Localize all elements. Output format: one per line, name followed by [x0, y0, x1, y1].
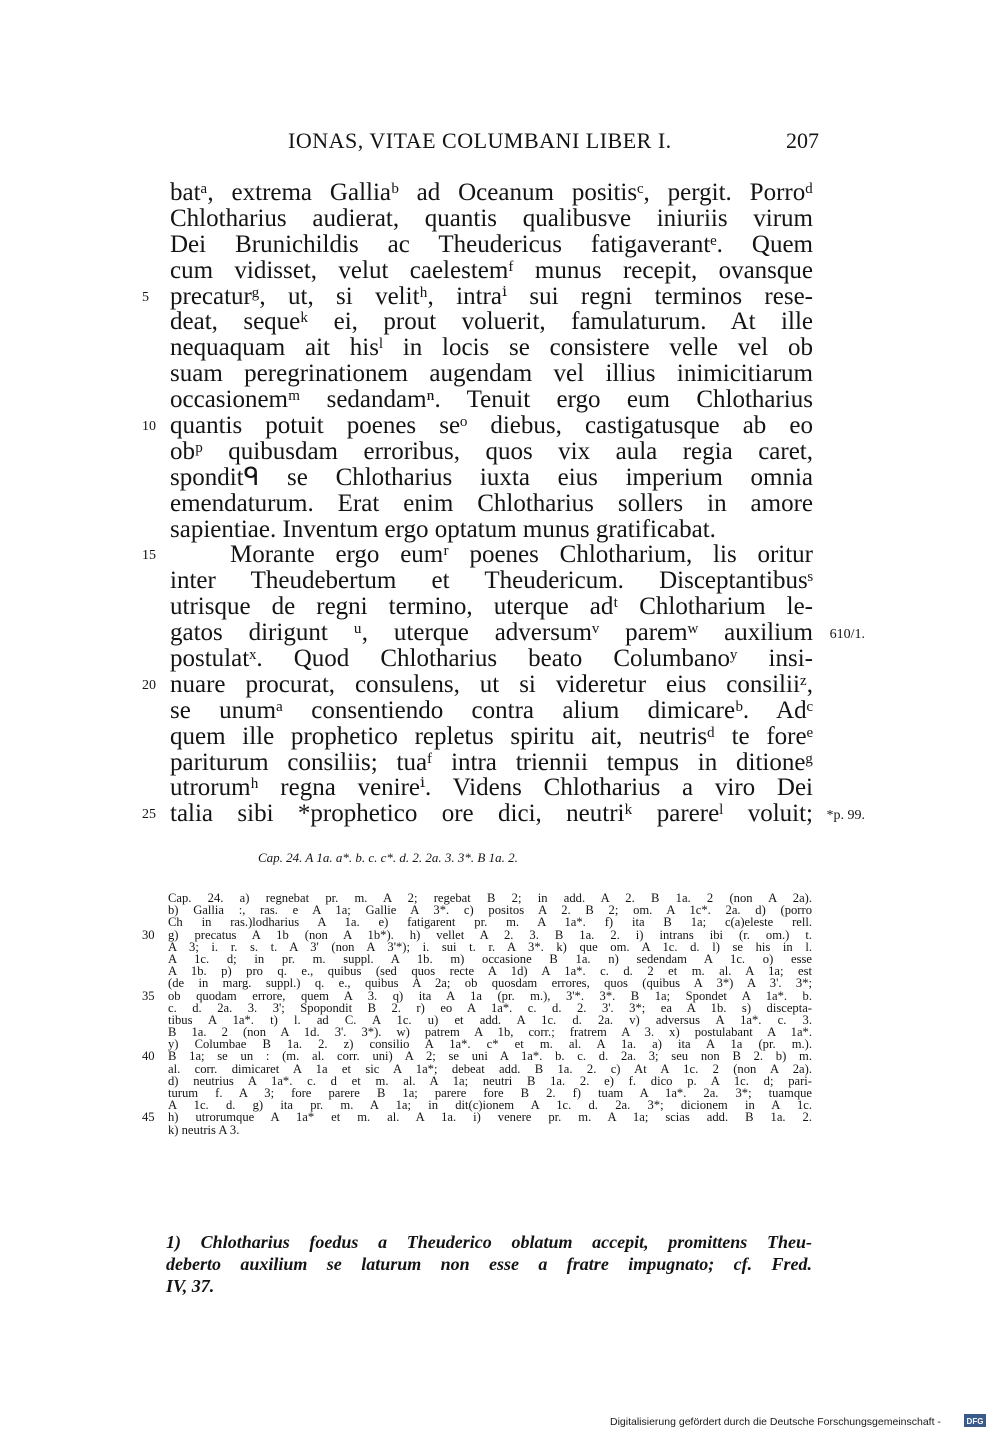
text-line-text: Morante ergo eumʳ poenes Chlotharium, lis oritur — [230, 541, 813, 569]
main-text — [142, 179, 865, 828]
text-line — [170, 750, 813, 776]
apparatus-line-text: al. corr. dimicaret A 1a et sic A 1a*; debeat add. B 1a. 2. c) At A 1c. 2 (non A 2a). — [168, 1061, 812, 1076]
apparatus-line-text: A 1b. p) pro q. e., quibus (sed quos recte A 1d) A 1a*. c. d. 2 et m. al. A 1a; est — [168, 964, 812, 979]
apparatus-line-text: (de in marg. suppl.) q. e., quibus A 2a; ob quosdam errores, quos (quibus A 3*) A 3'. 3*; — [168, 976, 812, 991]
text-line — [170, 180, 813, 206]
text-line-text: occasionemᵐ sedandamⁿ. Tenuit ergo eum Chlotharius — [170, 386, 813, 414]
footnote-line — [166, 1275, 812, 1297]
text-line-text: emendaturum. Erat enim Chlotharius sollers in amore — [170, 489, 813, 517]
apparatus-line — [168, 1124, 812, 1136]
apparatus-line-text: b) Gallia :, ras. e A 1a; Gallie A 3*. c) positos A 2. B 2; om. A 1c*. 2a. d) (porro — [168, 903, 812, 918]
apparatus-line-text: B 1a. 2 (non A 1d. 3'. 3*). w) patrem A 1b, corr.; fratrem A 3. x) postulabant A 1a*. — [168, 1025, 812, 1040]
text-line-text: deat, sequeᵏ ei, prout voluerit, famulaturum. At ille — [170, 308, 813, 336]
text-line — [142, 800, 865, 828]
apparatus-line-text: d) neutrius A 1a*. c. d et m. al. A 1a; neutri B 1a. 2. e) f. dico p. A 1c. d; pari- — [168, 1073, 812, 1088]
text-line-text: quantis potuit poenes seᵒ diebus, castigatusque ab eo — [170, 412, 813, 440]
text-line-text: suam peregrinationem augendam vel illius inimicitiarum — [170, 360, 813, 388]
text-line-text: pariturum consiliis; tuaᶠ intra triennii tempus in ditioneᵍ — [170, 748, 813, 776]
text-line-text: precaturᵍ, ut, si velitʰ, intraⁱ sui regni terminos rese- — [170, 282, 813, 310]
text-line — [142, 670, 813, 698]
line-number: 15 — [142, 548, 156, 564]
line-number: 5 — [142, 289, 149, 305]
line-number: 30 — [142, 927, 155, 942]
apparatus-line-text: tibus A 1a*. t) l. ad C. A 1c. u) et add. A 1c. d. 2a. v) adversus A 1a*. c. 3. — [168, 1012, 812, 1027]
text-line-text: obᵖ quibusdam erroribus, quos vix aula regia caret, — [170, 437, 813, 465]
text-line-text: utrisque de regni termino, uterque adᵗ Chlotharium le- — [170, 593, 813, 621]
text-line-text: talia sibi *prophetico ore dici, neutriᵏ parereˡ voluit; — [170, 800, 813, 828]
text-line — [170, 698, 813, 724]
footnote-line — [166, 1253, 812, 1275]
text-line-text: Chlotharius audierat, quantis qualibusve iniuriis virum — [170, 204, 813, 232]
text-line-text: sapientiae. Inventum ergo optatum munus gratificabat. — [170, 515, 716, 543]
text-line — [142, 412, 813, 440]
apparatus-line-text: h) utrorumque A 1a* et m. al. A 1a. i) venere pr. m. A 1a; scias add. B 1a. 2. — [168, 1110, 812, 1125]
footnote-line-text: deberto auxilium se laturum non esse a fratre impugnato; cf. Fred. — [166, 1254, 812, 1274]
text-line-text: gatos dirigunt ᵘ, uterque adversumᵛ paremʷ auxilium — [170, 619, 813, 647]
apparatus-line-text: k) neutris A 3. — [168, 1122, 240, 1137]
apparatus-line-text: A 1c. d; in pr. m. suppl. A 1b. m) occasione B 1a. n) sedendam A 1c. o) esse — [168, 951, 812, 966]
text-line-text: postulatˣ. Quod Chlotharius beato Columbanoʸ insi- — [170, 645, 813, 673]
apparatus-line-text: g) precatus A 1b (non A 1b*). h) vellet A 2. 3. B 1a. 2. i) intrans ibi (r. om.) t. — [168, 927, 812, 942]
text-line-text: utrorumʰ regna venireⁱ. Videns Chlotharius a viro Dei — [170, 774, 813, 802]
apparatus-line-text: y) Columbae B 1a. 2. z) consilio A 1a*. c* et m. al. A 1a. a) ita A 1a (pr. m.). — [168, 1037, 812, 1052]
text-line — [170, 309, 813, 335]
text-line — [170, 232, 813, 258]
text-line — [170, 258, 813, 284]
footnote-line-text: 1) Chlotharius foedus a Theuderico oblatum accepit, promittens Theu- — [166, 1232, 812, 1252]
text-line — [170, 465, 813, 491]
text-line — [170, 619, 865, 647]
critical-apparatus — [142, 891, 812, 1137]
text-line — [170, 568, 813, 594]
apparatus-line — [142, 1110, 812, 1125]
dfg-logo-icon — [964, 1414, 986, 1427]
text-line — [170, 387, 813, 413]
apparatus-line-text: B 1a; se un : (m. al. corr. uni) A 2; se uni A 1a*. b. c. d. 2a. 3; seu non B 2. b) m. — [168, 1049, 812, 1064]
text-line-text: inter Theudebertum et Theudericum. Disceptantibusˢ — [170, 567, 813, 595]
apparatus-line-text: turum f. A 3; fore parere B 1a; parere fore B 2. f) tuam A 1a*. 2a. 3*; tuamque — [168, 1086, 812, 1100]
funding-note: Digitalisierung gefördert durch die Deutsche Forschungsgemeinschaft - — [610, 1416, 941, 1428]
apparatus-line-text: A 1c. d. g) ita pr. m. A 1a; in dit(c)ionem A 1c. d. 2a. 3*; dicionem in A 1c. — [168, 1098, 812, 1113]
line-number: 40 — [142, 1049, 155, 1064]
footnote-line-text: IV, 37. — [166, 1276, 215, 1296]
margin-note: *p. 99. — [826, 808, 865, 824]
running-head: IONAS, VITAE COLUMBANI LIBER I. — [288, 128, 672, 153]
line-number: 25 — [142, 807, 156, 823]
text-line-text: se unumᵃ consentiendo contra alium dimicareᵇ. Adᶜ — [170, 696, 813, 724]
text-line — [170, 517, 813, 543]
text-line-text: cum vidisset, velut caelestemᶠ munus recepit, ovansque — [170, 256, 813, 284]
text-line — [170, 775, 813, 801]
line-number: 20 — [142, 677, 156, 693]
text-line-text: Dei Brunichildis ac Theudericus fatigaverantᵉ. Quem — [170, 230, 813, 258]
line-number: 45 — [142, 1110, 155, 1125]
text-line-text: batᵃ, extrema Galliaᵇ ad Oceanum positisᶜ, pergit. Porroᵈ — [170, 179, 813, 206]
text-line-text: nequaquam ait hisˡ in locis se consistere velle vel ob — [170, 334, 813, 362]
svg-text:DFG: DFG — [966, 1417, 984, 1426]
text-line — [142, 541, 813, 569]
apparatus-heading: Cap. 24. A 1a. a*. b. c. c*. d. 2. 2a. 3. 3*. B 1a. 2. — [258, 850, 518, 865]
text-line-text: nuare procurat, consulens, ut si videretur eius consiliiᶻ, — [170, 670, 813, 698]
footnote-line — [166, 1231, 812, 1253]
text-line-text: quem ille prophetico repletus spiritu ait, neutrisᵈ te foreᵉ — [170, 722, 813, 750]
text-line — [170, 439, 813, 465]
footnotes — [166, 1231, 812, 1297]
text-line — [170, 646, 813, 672]
text-line — [170, 724, 813, 750]
text-line — [170, 361, 813, 387]
text-line — [142, 282, 813, 310]
page-number: 207 — [786, 128, 819, 153]
text-line — [170, 594, 813, 620]
text-line — [170, 206, 813, 232]
apparatus-line-text: ob quodam errore, quem A 3. q) ita A 1a (pr. m.), 3'*. 3*. B 1a; Spondet A 1a*. b. — [168, 988, 812, 1003]
text-line-text: sponditᑫ se Chlotharius iuxta eius imperium omnia — [170, 463, 813, 491]
text-line — [170, 335, 813, 361]
apparatus-line-text: Ch in ras.)lodharius A 1a. e) fatigarent pr. m. A 1a*. f) ita B 1a; c(a)eleste rell. — [168, 915, 812, 930]
apparatus-line-text: Cap. 24. a) regnebat pr. m. A 2; regebat B 2; in add. A 2. B 1a. 2 (non A 2a). — [168, 891, 812, 905]
apparatus-line-text: c. d. 2a. 3. 3'; Spopondit B 2. r) eo A 1a*. c. d. 2. 3'. 3*; ea A 1b. s) discepta- — [168, 1000, 812, 1015]
text-line — [170, 491, 813, 517]
margin-note: 610/1. — [829, 627, 865, 643]
line-number: 10 — [142, 419, 156, 435]
line-number: 35 — [142, 988, 155, 1003]
apparatus-line-text: A 3; i. r. s. t. A 3' (non A 3'*); i. sui t. r. A 3*. k) que om. A 1c. d. l) se his in l. — [168, 939, 812, 954]
